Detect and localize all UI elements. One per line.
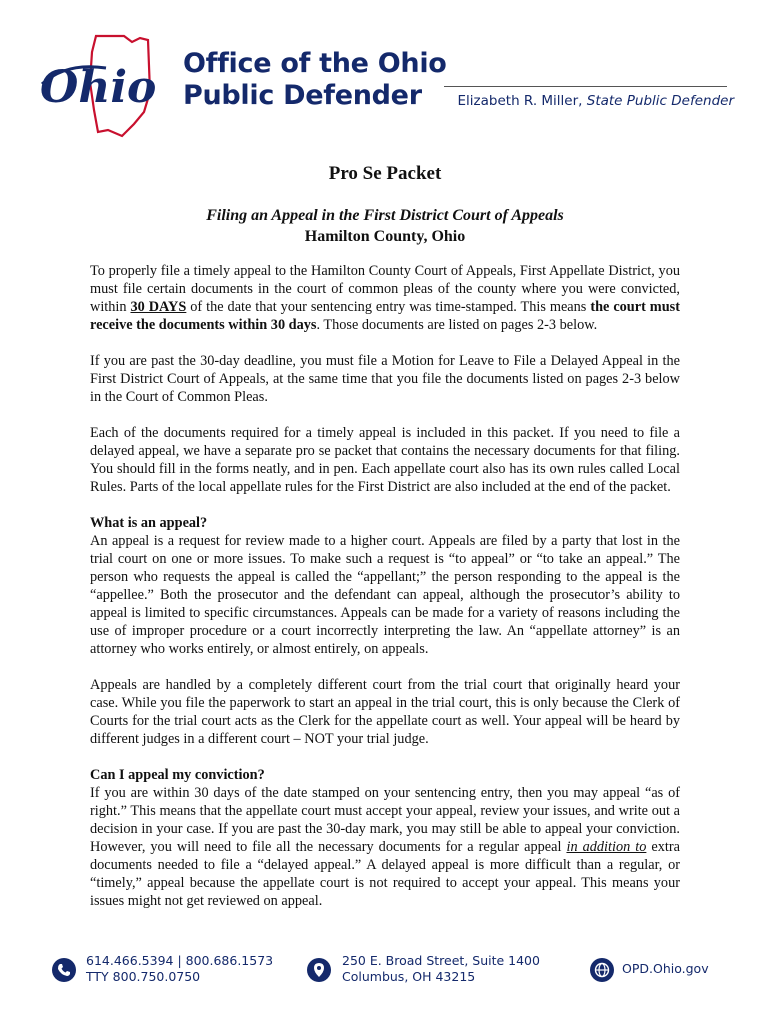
paragraph-deadline: To properly file a timely appeal to the Hamilton County Court of Appeals, First Appellate District, you must file certain documents in the court of common pleas of the county where you were convicted, within 30 DAYS of the date that your sentencing entry was time-stamped. This means the court must receive the documents within 30 days. Those documents are listed on pages 2-3 below.	[90, 263, 680, 333]
logo-wordmark: Ohio	[40, 62, 157, 113]
paragraph-appeal-rights: If you are within 30 days of the date stamped on your sentencing entry, then you may appeal “as of right.” This means that the appellate court must accept your appeal, review your issues, and write out a decision in your case. If you are past the 30-day mark, you may still be able to appeal your conviction. However, you will need to file all the necessary documents for a regular appeal in addition to extra documents needed to file a “delayed appeal.” A delayed appeal is more difficult than a regular, or “timely,” appeal because the appellate court is not required to accept your appeal. This means your issues might not get reviewed on appeal.	[90, 785, 680, 909]
phone-contact	[86, 953, 273, 985]
receipt-emphasis: the court must receive the documents within 30 days	[90, 299, 680, 333]
heading-can-i-appeal: Can I appeal my conviction?	[90, 767, 265, 783]
state-public-defender	[444, 93, 734, 109]
phone-numbers[interactable]: 614.466.5394 | 800.686.1573	[86, 953, 274, 968]
header-divider	[444, 86, 727, 87]
paragraph-packet-contents: Each of the documents required for a timely appeal is included in this packet. If you need to file a delayed appeal, we have a separate pro se packet that contains the necessary documents for that filing. You should fill in the forms neatly, and in pen. Each appellate court also has its own rules called Local Rules. Parts of the local appellate rules for the First District are also included at the end of the packet.	[90, 425, 680, 495]
document-subtitle: Filing an Appeal in the First District Court of Appeals	[206, 207, 564, 224]
defender-title: State Public Defender	[586, 93, 734, 109]
org-name	[183, 48, 453, 112]
defender-name: Elizabeth R. Miller,	[457, 93, 583, 109]
heading-what-is-appeal: What is an appeal?	[90, 515, 208, 531]
paragraph-appellate-court: Appeals are handled by a completely different court from the trial court that originally heard your case. While you file the paperwork to start an appeal in the trial court, this is only because the Clerk of Courts for the trial court acts as the Clerk for the appellate court as well. Your appeal will be heard by different judges in a different court – NOT your trial judge.	[90, 677, 680, 747]
address-city: Columbus, OH 43215	[342, 969, 476, 984]
paragraph-appeal-definition: An appeal is a request for review made to a higher court. Appeals are filed by a party that lost in the trial court on one or more issues. To make such a request is “to appeal” or “to take an appeal.” The person who requests the appeal is called the “appellant;” the person responding to the appeal is the “appellee.” Both the prosecutor and the defendant can appeal, although the prosecutor’s ability to appeal is limited to specific circumstances. Appeals can be made for a variety of reasons including the use of improper procedure or a court incorrectly interpreting the law. An “appellate attorney” is an attorney who works entirely, or almost entirely, on appeals.	[90, 533, 680, 657]
address-street: 250 E. Broad Street, Suite 1400	[342, 953, 540, 968]
paragraph-late-filing: If you are past the 30-day deadline, you must file a Motion for Leave to File a Delayed Appeal in the First District Court of Appeals, at the same time that you file the documents listed on pages 2-3 below in the Court of Common Pleas.	[90, 353, 680, 405]
deadline-emphasis: 30 DAYS	[130, 299, 187, 315]
tty-number[interactable]: TTY 800.750.0750	[86, 969, 201, 984]
ohio-logo	[36, 32, 176, 140]
website-link[interactable]: OPD.Ohio.gov	[622, 961, 709, 976]
org-name-line1: Office of the Ohio	[183, 48, 447, 79]
document-title: Pro Se Packet	[328, 163, 442, 184]
document-county: Hamilton County, Ohio	[304, 228, 466, 245]
in-addition-emphasis: in addition to	[566, 839, 647, 855]
location-pin-icon	[307, 958, 331, 982]
globe-icon	[590, 958, 614, 982]
phone-icon	[52, 958, 76, 982]
org-name-line2: Public Defender	[183, 80, 422, 111]
footer	[0, 948, 770, 1008]
letterhead	[0, 0, 770, 150]
document-body	[90, 262, 680, 928]
address	[342, 953, 540, 985]
